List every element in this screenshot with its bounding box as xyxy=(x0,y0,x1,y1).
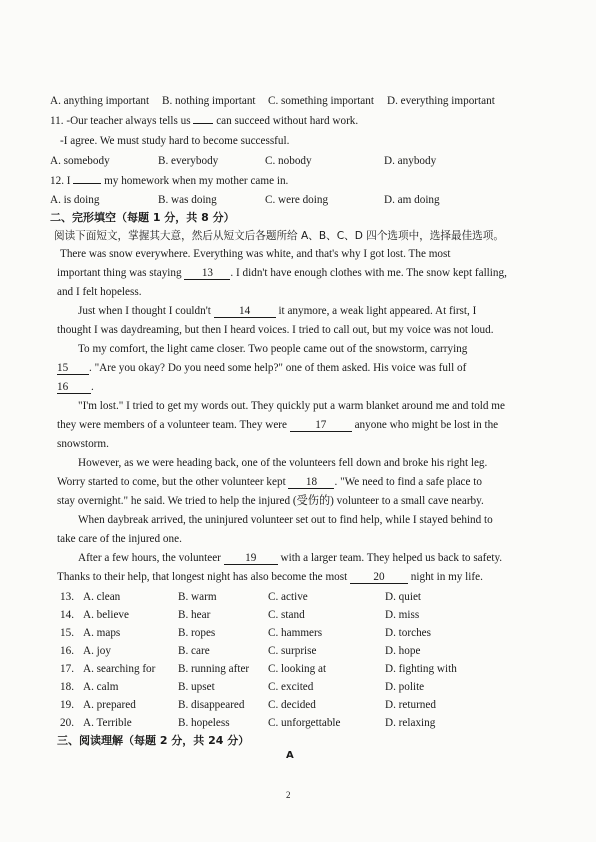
option-b: B. care xyxy=(178,645,210,657)
q12-option-d: D. am doing xyxy=(384,194,440,206)
passage-text: Worry started to come, but the other volunteer kept xyxy=(57,476,286,488)
q11-option-a: A. somebody xyxy=(50,155,110,167)
passage-p5-line3: stay overnight." he said. We tried to help the injured (受伤的) volunteer to a small cave nearby. xyxy=(57,495,484,507)
q10-option-a: A. anything important xyxy=(50,95,150,107)
q10-option-c: C. something important xyxy=(268,95,374,107)
option-c: C. active xyxy=(268,591,308,603)
passage-p3-line2 xyxy=(57,361,466,375)
passage-p4-line2 xyxy=(57,418,498,432)
passage-text: . "Are you okay? Do you need some help?" one of them asked. His voice was full of xyxy=(89,362,467,374)
option-number: 19. xyxy=(60,699,74,711)
passage-p3-line1: To my comfort, the light came closer. Two people came out of the snowstorm, carrying xyxy=(78,343,468,355)
option-number: 17. xyxy=(60,663,74,675)
option-c: C. looking at xyxy=(268,663,327,675)
passage-text: night in my life. xyxy=(410,571,483,583)
q12-option-c: C. were doing xyxy=(265,194,329,206)
q11-stem xyxy=(50,114,358,128)
option-b: B. running after xyxy=(178,663,250,675)
option-number: 16. xyxy=(60,645,74,657)
passage-p5-line1: However, as we were heading back, one of the volunteers fell down and broke his right leg. xyxy=(78,457,488,469)
q11-stem-after: can succeed without hard work. xyxy=(216,115,359,127)
passage-p2-line1 xyxy=(78,304,476,318)
passage-text: After a few hours, the volunteer xyxy=(78,552,221,564)
option-c: C. excited xyxy=(268,681,314,693)
option-c: C. surprise xyxy=(268,645,317,657)
passage-text: . "We need to find a safe place to xyxy=(334,476,482,488)
passage-text: . I didn't have enough clothes with me. The snow kept falling, xyxy=(230,267,507,279)
q11-option-d: D. anybody xyxy=(384,155,437,167)
q12-blank xyxy=(73,183,101,184)
passage-text: important thing was staying xyxy=(57,267,182,279)
blank-20: 20 xyxy=(350,571,408,584)
option-a: A. searching for xyxy=(83,663,156,675)
q10-option-d: D. everything important xyxy=(387,95,495,107)
option-a: A. maps xyxy=(83,627,121,639)
q11-reply: -I agree. We must study hard to become successful. xyxy=(60,135,290,147)
blank-14: 14 xyxy=(214,305,276,318)
passage-p5-line2 xyxy=(57,475,482,489)
option-a: A. clean xyxy=(83,591,121,603)
option-b: B. disappeared xyxy=(178,699,245,711)
option-a: A. prepared xyxy=(83,699,136,711)
option-d: D. fighting with xyxy=(385,663,457,675)
passage-p1-line3: and I felt hopeless. xyxy=(57,286,142,298)
option-number: 15. xyxy=(60,627,74,639)
option-number: 13. xyxy=(60,591,74,603)
option-c: C. stand xyxy=(268,609,305,621)
option-b: B. warm xyxy=(178,591,217,603)
page-number: 2 xyxy=(286,790,291,800)
section2-title: 二、完形填空（每题 1 分，共 8 分） xyxy=(50,211,235,224)
blank-17: 17 xyxy=(290,419,352,432)
option-c: C. unforgettable xyxy=(268,717,341,729)
passage-text: Thanks to their help, that longest night has also become the most xyxy=(57,571,348,583)
section3-part-label: A xyxy=(286,750,294,761)
q11-option-b: B. everybody xyxy=(158,155,219,167)
option-number: 14. xyxy=(60,609,74,621)
passage-p2-line2: thought I was daydreaming, but then I heard voices. I tried to call out, but my voice was not loud. xyxy=(57,324,494,336)
option-d: D. quiet xyxy=(385,591,422,603)
section3-title: 三、阅读理解（每题 2 分，共 24 分） xyxy=(57,734,250,747)
option-b: B. upset xyxy=(178,681,215,693)
option-d: D. returned xyxy=(385,699,436,711)
option-d: D. miss xyxy=(385,609,420,621)
option-b: B. hear xyxy=(178,609,211,621)
option-c: C. decided xyxy=(268,699,316,711)
option-number: 18. xyxy=(60,681,74,693)
q12-option-a: A. is doing xyxy=(50,194,100,206)
passage-p6-line2: take care of the injured one. xyxy=(57,533,182,545)
option-d: D. torches xyxy=(385,627,431,639)
passage-p3-line3: 16 . xyxy=(57,381,94,393)
q12-stem-before: 12. I xyxy=(50,175,71,187)
blank-19: 19 xyxy=(224,552,278,565)
option-a: A. joy xyxy=(83,645,111,657)
passage-p1-line1: There was snow everywhere. Everything was white, and that's why I got lost. The most xyxy=(60,248,451,260)
blank-13: 13 xyxy=(184,267,230,280)
q11-blank xyxy=(193,123,213,124)
passage-p6-line1: When daybreak arrived, the uninjured volunteer set out to find help, while I stayed behind to xyxy=(78,514,493,526)
option-d: D. relaxing xyxy=(385,717,436,729)
option-number: 20. xyxy=(60,717,74,729)
option-d: D. hope xyxy=(385,645,421,657)
blank-18: 18 xyxy=(288,476,334,489)
q11-option-c: C. nobody xyxy=(265,155,312,167)
option-a: A. Terrible xyxy=(83,717,132,729)
blank-16: 16 xyxy=(57,381,91,394)
passage-p7-line1 xyxy=(78,551,502,565)
q12-stem xyxy=(50,174,288,188)
passage-text: it anymore, a weak light appeared. At first, I xyxy=(278,305,477,317)
passage-p1-line2 xyxy=(57,266,507,280)
passage-p4-line3: snowstorm. xyxy=(57,438,109,450)
passage-p4-line1: "I'm lost." I tried to get my words out. They quickly put a warm blanket around me and told me xyxy=(78,400,505,412)
section2-instruction: 阅读下面短文，掌握其大意，然后从短文后各题所给 A、B、C、D 四个选项中，选择最佳选项。 xyxy=(54,230,504,242)
option-b: B. hopeless xyxy=(178,717,230,729)
q12-stem-after: my homework when my mother came in. xyxy=(104,175,289,187)
q11-stem-before: 11. -Our teacher always tells us xyxy=(50,115,191,127)
q10-option-b: B. nothing important xyxy=(162,95,256,107)
option-d: D. polite xyxy=(385,681,425,693)
passage-text: they were members of a volunteer team. They were xyxy=(57,419,287,431)
passage-p7-line2 xyxy=(57,570,483,584)
option-c: C. hammers xyxy=(268,627,323,639)
q12-option-b: B. was doing xyxy=(158,194,217,206)
option-a: A. believe xyxy=(83,609,129,621)
option-b: B. ropes xyxy=(178,627,216,639)
passage-text: anyone who might be lost in the xyxy=(354,419,499,431)
option-a: A. calm xyxy=(83,681,119,693)
passage-text: Just when I thought I couldn't xyxy=(78,305,211,317)
passage-text: with a larger team. They helped us back to safety. xyxy=(280,552,503,564)
blank-15: 15 xyxy=(57,362,89,375)
